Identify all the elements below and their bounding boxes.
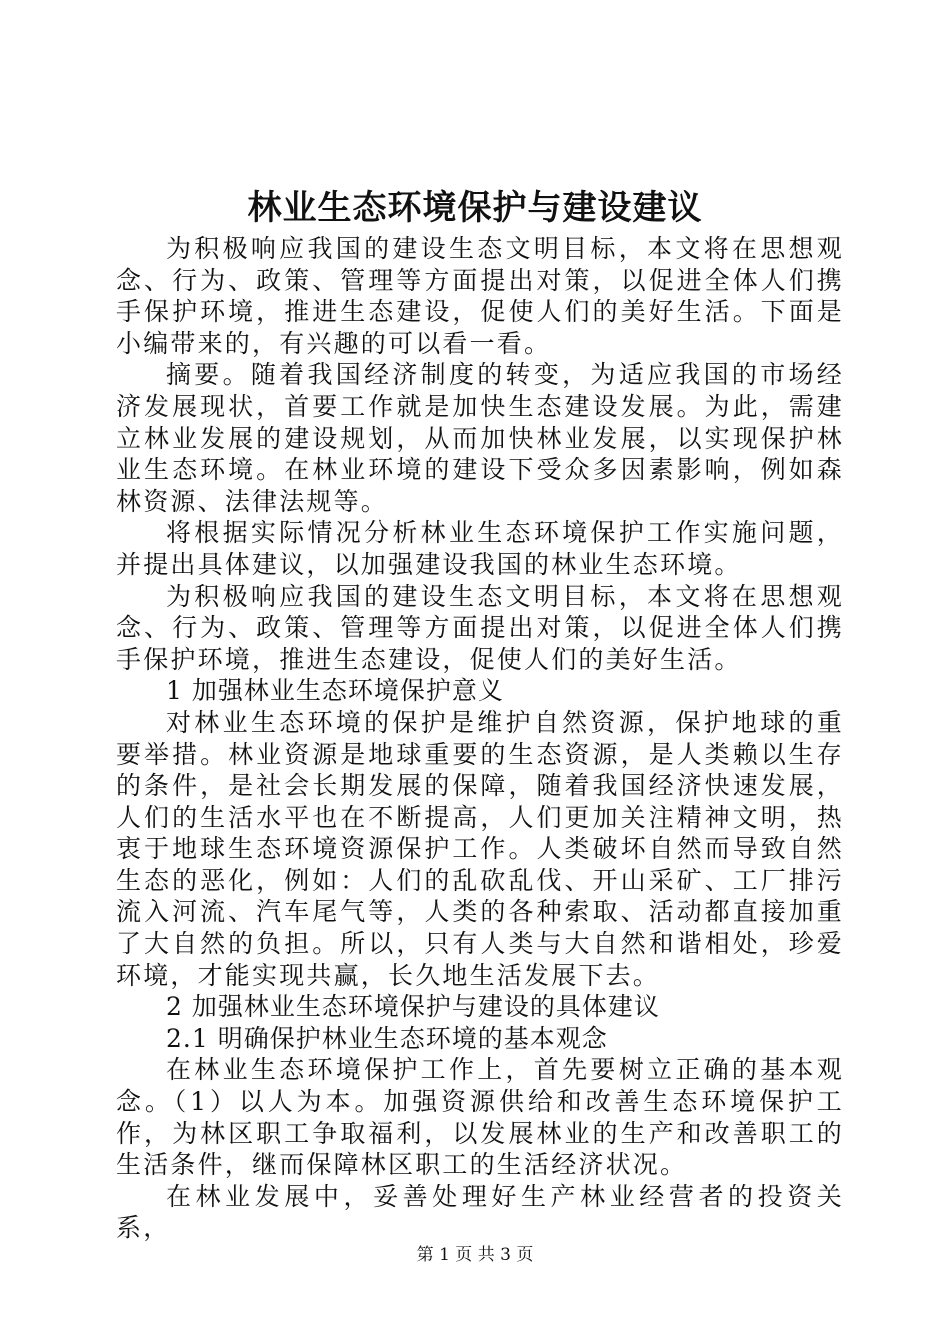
section-heading-2: 2 加强林业生态环境保护与建设的具体建议 (166, 992, 660, 1022)
paragraph-investment: 在林业发展中，妥善处理好生产林业经营者的投资关系， (116, 1181, 844, 1243)
document-body (116, 233, 844, 1244)
paragraph-intro: 为积极响应我国的建设生态文明目标，本文将在思想观念、行为、政策、管理等方面提出对策，以促进全体人们携手保护环境，推进生态建设，促使人们的美好生活。下面是小编带来的，有兴趣的可以看一看。 (116, 234, 844, 358)
page-title: 林业生态环境保护与建设建议 (247, 188, 703, 228)
paragraph-purpose: 将根据实际情况分析林业生态环境保护工作实施问题，并提出具体建议，以加强建设我国的林业生态环境。 (116, 518, 844, 579)
paragraph-intro-repeat: 为积极响应我国的建设生态文明目标，本文将在思想观念、行为、政策、管理等方面提出对策，以促进全体人们携手保护环境，推进生态建设，促使人们的美好生活。 (116, 581, 844, 674)
paragraph-significance: 对林业生态环境的保护是维护自然资源，保护地球的重要举措。林业资源是地球重要的生态资源，是人类赖以生存的条件，是社会长期发展的保障，随着我国经济快速发展，人们的生活水平也在不断提高，人们更加关注精神文明，热衷于地球生态环境资源保护工作。人类破坏自然而导致自然生态的恶化，例如：人们的乱砍乱伐、开山采矿、工厂排污流入河流、汽车尾气等，人类的各种索取、活动都直接加重了大自然的负担。所以，只有人类与大自然和谐相处，珍爱环境，才能实现共赢，长久地生活发展下去。 (116, 707, 844, 990)
paragraph-basic-concept: 在林业生态环境保护工作上，首先要树立正确的基本观念。（1）以人为本。加强资源供给和改善生态环境保护工作，为林区职工争取福利，以发展林业的生产和改善职工的生活条件，继而保障林区职工的生活经济状况。 (116, 1055, 844, 1180)
page-footer: 第 1 页 共 3 页 (416, 1245, 534, 1265)
subsection-heading-2-1: 2.1 明确保护林业生态环境的基本观念 (166, 1023, 608, 1053)
section-heading-1: 1 加强林业生态环境保护意义 (166, 676, 504, 706)
paragraph-abstract: 摘要。随着我国经济制度的转变，为适应我国的市场经济发展现状，首要工作就是加快生态建设发展。为此，需建立林业发展的建设规划，从而加快林业发展，以实现保护林业生态环境。在林业环境的建设下受众多因素影响，例如森林资源、法律法规等。 (116, 360, 844, 516)
